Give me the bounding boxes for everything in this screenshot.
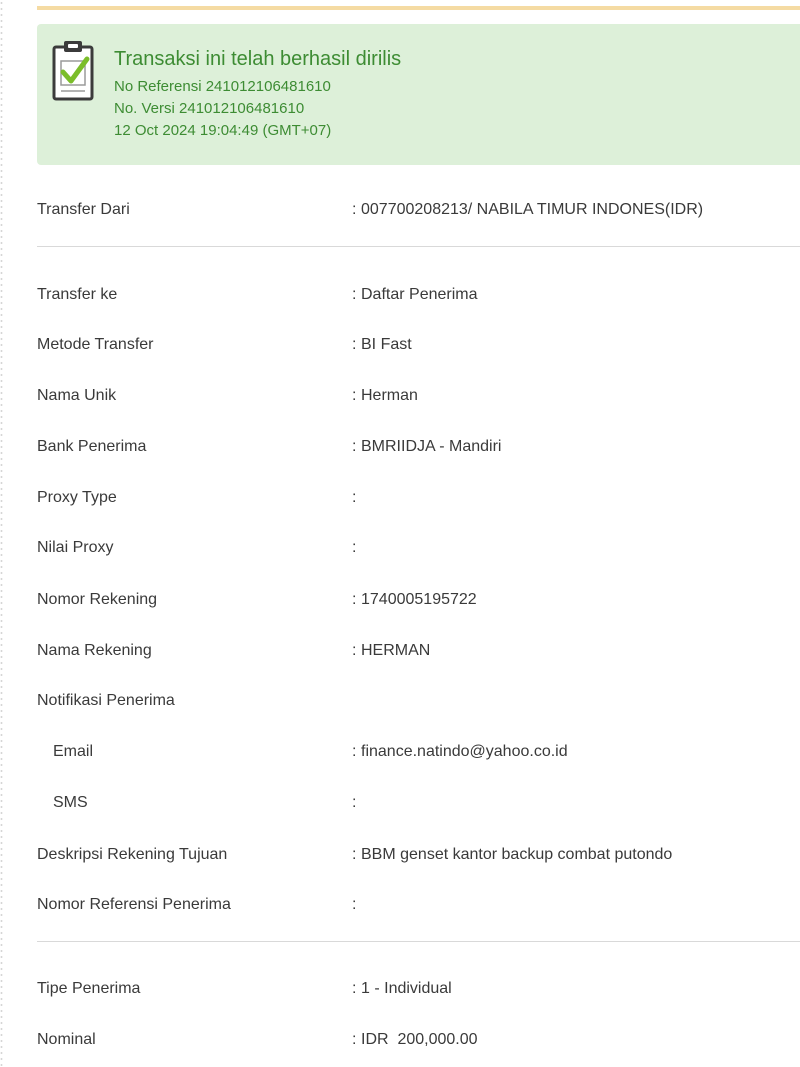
detail-row-nama-rekening xyxy=(37,642,800,666)
row-label: Nama Rekening xyxy=(37,642,152,659)
row-colon: : xyxy=(352,539,357,556)
row-colon: : xyxy=(352,336,357,353)
detail-row-metode-transfer xyxy=(37,336,800,360)
row-label: Proxy Type xyxy=(37,489,117,506)
row-colon: : xyxy=(352,489,357,506)
row-label: Nomor Referensi Penerima xyxy=(37,896,231,913)
row-label: Nominal xyxy=(37,1031,96,1048)
detail-row-notifikasi-penerima xyxy=(37,692,800,716)
row-colon: : xyxy=(352,201,357,218)
banner-title: Transaksi ini telah berhasil dirilis xyxy=(114,48,402,70)
detail-row-deskripsi-rekening-tujuan xyxy=(37,846,800,870)
left-dotted-border xyxy=(0,0,3,1067)
row-colon: : xyxy=(352,387,357,404)
banner-timestamp: 12 Oct 2024 19:04:49 (GMT+07) xyxy=(114,122,332,139)
detail-row-nama-unik xyxy=(37,387,800,411)
row-label: Bank Penerima xyxy=(37,438,147,455)
row-value: HERMAN xyxy=(361,642,431,659)
row-colon: : xyxy=(352,896,357,913)
row-colon: : xyxy=(352,642,357,659)
row-label: Email xyxy=(53,743,94,760)
banner-reference: No Referensi 241012106481610 xyxy=(114,78,331,95)
row-label: SMS xyxy=(53,794,88,811)
row-label: Transfer ke xyxy=(37,286,118,303)
success-banner xyxy=(37,24,800,165)
detail-row-transfer-ke xyxy=(37,286,800,310)
row-label: Deskripsi Rekening Tujuan xyxy=(37,846,228,863)
detail-row-nominal xyxy=(37,1031,800,1055)
clipboard-check-icon xyxy=(51,39,95,103)
detail-row-transfer-dari xyxy=(37,201,800,225)
row-value: 007700208213/ NABILA TIMUR INDONES(IDR) xyxy=(361,201,704,218)
row-label: Notifikasi Penerima xyxy=(37,692,175,709)
banner-version: No. Versi 241012106481610 xyxy=(114,100,305,117)
detail-row-sms xyxy=(37,794,800,818)
row-label: Nomor Rekening xyxy=(37,591,158,608)
row-label: Nilai Proxy xyxy=(37,539,114,556)
row-label: Metode Transfer xyxy=(37,336,154,353)
row-colon: : xyxy=(352,286,357,303)
detail-row-tipe-penerima xyxy=(37,980,800,1004)
row-value: 1740005195722 xyxy=(361,591,477,608)
row-colon: : xyxy=(352,794,357,811)
row-value: IDR 200,000.00 xyxy=(361,1031,478,1048)
row-value: Herman xyxy=(361,387,418,404)
detail-row-proxy-type xyxy=(37,489,800,513)
row-value: 1 - Individual xyxy=(361,980,452,997)
detail-row-nomor-referensi-penerima xyxy=(37,896,800,920)
row-value: BMRIIDJA - Mandiri xyxy=(361,438,502,455)
row-value: finance.natindo@yahoo.co.id xyxy=(361,743,568,760)
row-colon: : xyxy=(352,591,357,608)
row-label: Tipe Penerima xyxy=(37,980,141,997)
row-colon: : xyxy=(352,1031,357,1048)
row-label: Nama Unik xyxy=(37,387,117,404)
detail-row-bank-penerima xyxy=(37,438,800,462)
row-value: BBM genset kantor backup combat putondo xyxy=(361,846,673,863)
section-divider xyxy=(37,246,800,247)
top-accent-bar xyxy=(37,6,800,10)
row-colon: : xyxy=(352,980,357,997)
row-label: Transfer Dari xyxy=(37,201,130,218)
row-colon: : xyxy=(352,438,357,455)
row-colon: : xyxy=(352,743,357,760)
row-value: Daftar Penerima xyxy=(361,286,478,303)
detail-row-nomor-rekening xyxy=(37,591,800,615)
section-divider xyxy=(37,941,800,942)
row-value: BI Fast xyxy=(361,336,412,353)
row-colon: : xyxy=(352,846,357,863)
detail-row-nilai-proxy xyxy=(37,539,800,563)
detail-row-email xyxy=(37,743,800,767)
